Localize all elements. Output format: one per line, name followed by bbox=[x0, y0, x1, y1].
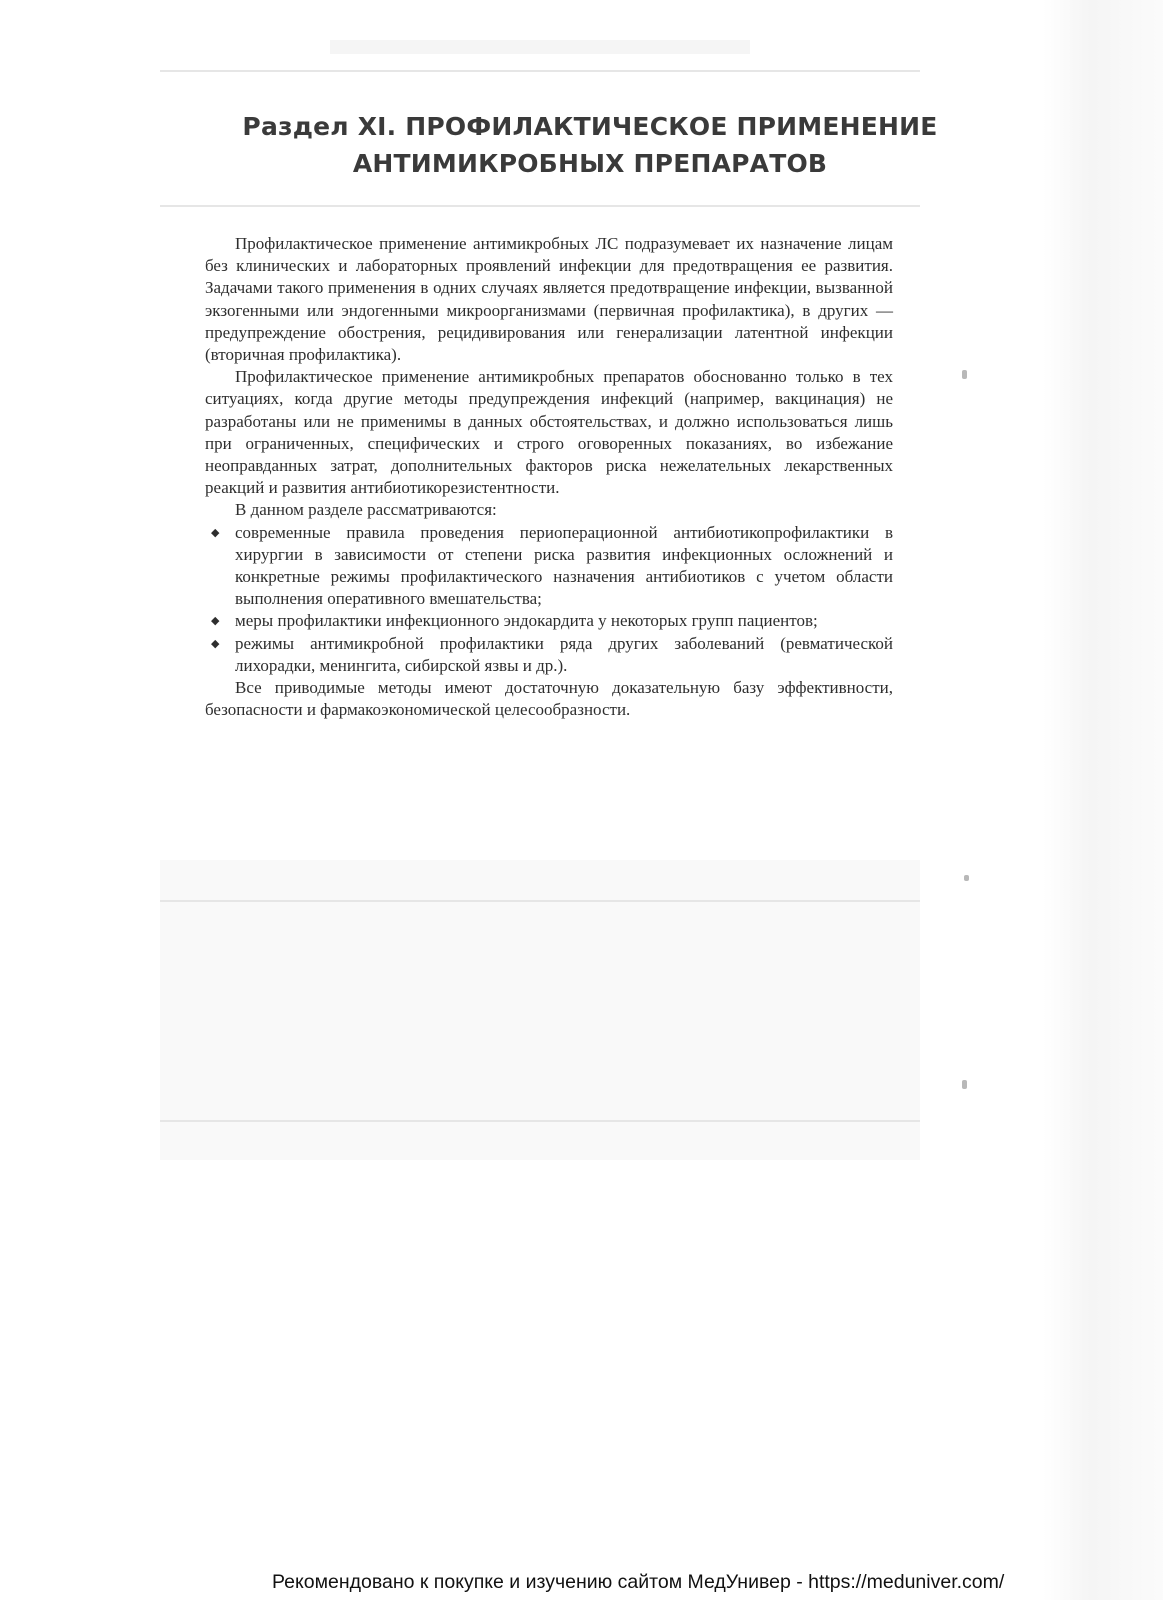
list-item-text: меры профилактики инфекционного эндокардита у некоторых групп пациентов; bbox=[235, 611, 818, 631]
list-item-text: режимы антимикробной профилактики ряда других заболеваний (ревматической лихорадки, менингита, сибирской язвы и др.). bbox=[235, 633, 893, 675]
bullet-icon: ◆ bbox=[211, 526, 220, 539]
paragraph-1: Профилактическое применение антимикробных ЛС подразумевает их назначение лицам без клинических и лабораторных проявлений инфекции для предотвращения ее развития. Задачами такого применения в одних случаях является предотвращение инфекции, вызванной экзогенными или эндогенными микроорганизмами (первичная профилактика), в других — предупреждение обострения, рецидивирования или генерализации латентной инфекции (вторичная профилактика). bbox=[205, 234, 893, 365]
scan-speck bbox=[964, 875, 969, 881]
list-item-text: современные правила проведения периоперационной антибиотикопрофилактики в хирургии в зависимости от степени риска развития инфекционных осложнений и конкретные режимы профилактического назначения антибиотиков с учетом области выполнения оперативного вмешательства; bbox=[235, 522, 893, 609]
bleed-through-line bbox=[160, 900, 920, 902]
bleed-through-block-top bbox=[330, 40, 750, 54]
section-title-line-2: АНТИМИКРОБНЫХ ПРЕПАРАТОВ bbox=[352, 149, 828, 178]
bullet-icon: ◆ bbox=[211, 637, 220, 650]
closing-paragraph: Все приводимые методы имеют достаточную доказательную базу эффективности, безопасности и фармакоэкономической целесообразности. bbox=[205, 678, 893, 720]
footer-watermark-text: Рекомендовано к покупке и изучению сайтом МедУнивер - https://meduniver.com/ bbox=[272, 1571, 1005, 1593]
body-text bbox=[205, 233, 893, 721]
list-item bbox=[211, 610, 893, 632]
section-title-line-1: Раздел XI. ПРОФИЛАКТИЧЕСКОЕ ПРИМЕНЕНИЕ bbox=[242, 112, 938, 141]
bleed-through-table bbox=[160, 860, 920, 1160]
list-item bbox=[211, 633, 893, 677]
topics-list bbox=[205, 522, 893, 677]
paragraph-2: Профилактическое применение антимикробных препаратов обоснованно только в тех ситуациях, когда другие методы предупреждения инфекций (например, вакцинация) не разработаны или не применимы в данных обстоятельствах, и должно использоваться лишь при ограниченных, специфических и строго оговоренных показаниях, во избежание неоправданных затрат, дополнительных факторов риска нежелательных лекарственных реакций и развития антибиотикорезистентности. bbox=[205, 367, 893, 498]
list-item bbox=[211, 522, 893, 611]
section-title bbox=[160, 108, 1020, 182]
bleed-through-line bbox=[160, 1120, 920, 1122]
bleed-through-line bbox=[160, 70, 920, 72]
scan-speck bbox=[962, 1080, 967, 1089]
scan-speck bbox=[962, 370, 967, 379]
list-intro: В данном разделе рассматриваются: bbox=[235, 500, 497, 520]
bullet-icon: ◆ bbox=[211, 615, 220, 628]
bleed-through-line bbox=[160, 205, 920, 207]
page-edge-shadow bbox=[1043, 0, 1163, 1600]
